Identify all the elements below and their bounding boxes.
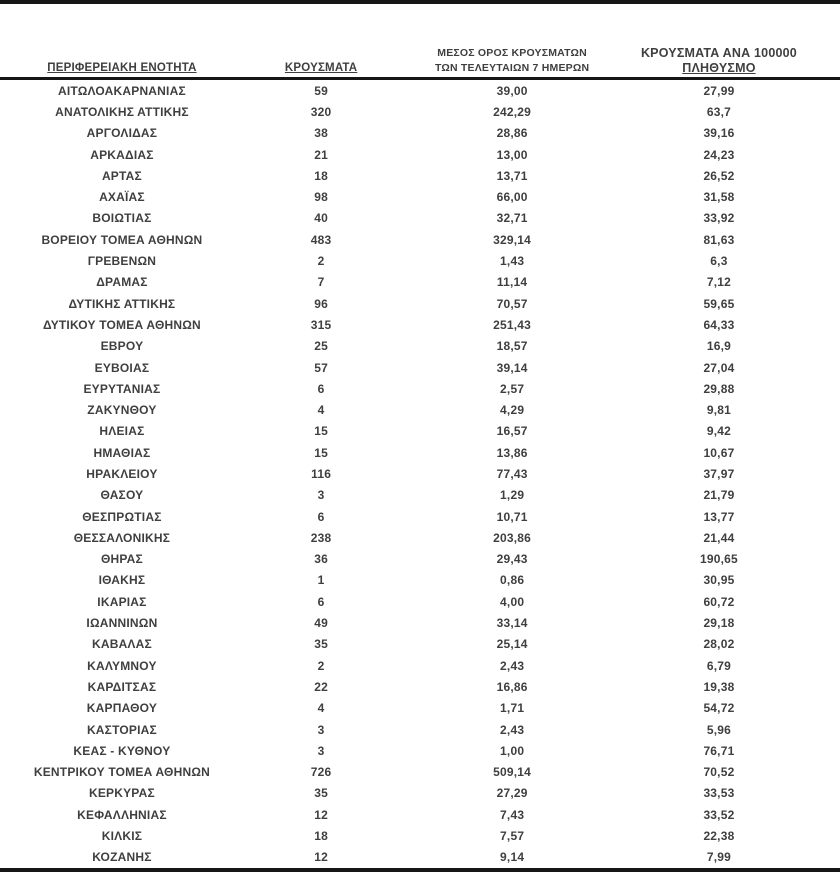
avg-7day-cell: 18,57 [496,339,528,354]
region-cell: ΑΡΤΑΣ [101,168,142,183]
column-header-regional-unit: ΠΕΡΙΦΕΡΕΙΑΚΗ ΕΝΟΤΗΤΑ [47,62,197,74]
region-cell: ΘΕΣΠΡΩΤΙΑΣ [82,509,162,524]
cases-cell: 15 [314,445,328,460]
per-100k-cell: 6,3 [710,254,728,269]
cases-cell: 57 [314,360,328,375]
avg-7day-cell: 329,14 [493,232,532,247]
region-cell: ΚΑΡΔΙΤΣΑΣ [87,679,157,694]
per-100k-cell: 29,88 [703,381,735,396]
cases-cell: 238 [310,530,332,545]
cases-cell: 49 [314,616,328,631]
table-row [0,783,840,804]
table-row [0,293,840,314]
region-cell: ΑΝΑΤΟΛΙΚΗΣ ΑΤΤΙΚΗΣ [55,104,189,119]
table-row [0,357,840,378]
per-100k-cell: 31,58 [703,190,735,205]
avg-7day-cell: 1,00 [500,743,525,758]
cases-by-regional-unit-table [0,30,840,872]
region-cell: ΗΡΑΚΛΕΙΟΥ [86,466,158,481]
table-header [0,30,840,79]
column-header-per-100k-line1: ΚΡΟΥΣΜΑΤΑ ΑΝΑ 100000 [640,46,797,60]
cases-cell: 4 [317,403,325,418]
avg-7day-cell: 39,00 [496,83,528,98]
region-cell: ΚΕΡΚΥΡΑΣ [88,786,155,801]
region-cell: ΑΡΚΑΔΙΑΣ [90,147,154,162]
avg-7day-cell: 242,29 [493,104,532,119]
table-row [0,250,840,271]
per-100k-cell: 70,52 [703,765,735,780]
avg-7day-cell: 16,57 [496,424,528,439]
table-row [0,272,840,293]
table-row [0,825,840,846]
avg-7day-cell: 10,71 [496,509,528,524]
avg-7day-cell: 7,57 [500,829,525,844]
per-100k-cell: 13,77 [703,509,735,524]
cases-cell: 18 [314,168,328,183]
avg-7day-cell: 4,29 [500,403,525,418]
cases-cell: 6 [317,594,325,609]
avg-7day-cell: 2,57 [500,381,525,396]
table-row [0,186,840,207]
cases-cell: 22 [314,679,328,694]
region-cell: ΙΚΑΡΙΑΣ [97,594,147,609]
avg-7day-cell: 33,14 [496,616,528,631]
table-row [0,485,840,506]
cases-cell: 2 [317,658,325,673]
per-100k-cell: 76,71 [703,743,735,758]
per-100k-cell: 21,79 [703,488,735,503]
table-row [0,101,840,122]
region-cell: ΗΛΕΙΑΣ [99,424,145,439]
per-100k-cell: 60,72 [703,594,735,609]
cases-cell: 96 [314,296,328,311]
table-row [0,719,840,740]
per-100k-cell: 33,53 [703,786,735,801]
cases-cell: 315 [310,317,332,332]
column-header-cases: ΚΡΟΥΣΜΑΤΑ [284,62,358,74]
cases-cell: 483 [310,232,332,247]
cases-cell: 40 [314,211,328,226]
region-cell: ΕΥΒΟΙΑΣ [94,360,150,375]
per-100k-cell: 21,44 [703,530,735,545]
avg-7day-cell: 509,14 [493,765,532,780]
region-cell: ΒΟΡΕΙΟΥ ΤΟΜΕΑ ΑΘΗΝΩΝ [41,232,203,247]
region-cell: ΚΑΒΑΛΑΣ [91,637,152,652]
region-cell: ΙΩΑΝΝΙΝΩΝ [86,616,158,631]
region-cell: ΔΥΤΙΚΗΣ ΑΤΤΙΚΗΣ [68,296,176,311]
region-cell: ΚΕΑΣ - ΚΥΘΝΟΥ [73,743,171,758]
table-row [0,336,840,357]
table-row [0,144,840,165]
cases-cell: 38 [314,126,328,141]
avg-7day-cell: 29,43 [496,552,528,567]
cases-cell: 12 [244,847,398,870]
column-header-per-100k-line2: ΠΛΗΘΥΣΜΟ [682,61,756,75]
table-row [0,549,840,570]
avg-7day-cell: 4,00 [500,594,525,609]
per-100k-cell: 54,72 [703,701,735,716]
cases-cell: 36 [314,552,328,567]
region-cell: ΚΟΖΑΝΗΣ [0,847,244,870]
avg-7day-cell: 251,43 [493,317,532,332]
avg-7day-cell: 1,29 [500,488,525,503]
per-100k-cell: 7,99 [626,847,840,870]
cases-cell: 98 [314,190,328,205]
per-100k-cell: 9,42 [706,424,732,439]
avg-7day-cell: 203,86 [493,530,532,545]
cases-cell: 1 [317,573,325,588]
per-100k-cell: 63,7 [706,104,732,119]
cases-cell: 726 [310,765,332,780]
region-cell: ΒΟΙΩΤΙΑΣ [92,211,152,226]
avg-7day-cell: 77,43 [496,466,528,481]
avg-7day-cell: 7,43 [500,807,525,822]
avg-7day-cell: 0,86 [500,573,525,588]
per-100k-cell: 81,63 [703,232,735,247]
per-100k-cell: 29,18 [703,616,735,631]
table-row [0,740,840,761]
cases-cell: 35 [314,637,328,652]
region-cell: ΑΙΤΩΛΟΑΚΑΡΝΑΝΙΑΣ [58,83,186,98]
region-cell: ΑΧΑΪΑΣ [99,190,145,205]
avg-7day-cell: 13,86 [496,445,528,460]
table-row [0,79,840,102]
region-cell: ΑΡΓΟΛΙΔΑΣ [86,126,158,141]
table-row [0,399,840,420]
table-row [0,762,840,783]
per-100k-cell: 5,96 [706,722,732,737]
region-cell: ΚΑΡΠΑΘΟΥ [86,701,158,716]
table-row [0,314,840,335]
table-row [0,123,840,144]
table-row [0,165,840,186]
per-100k-cell: 24,23 [703,147,735,162]
table-row [0,208,840,229]
table-row [0,634,840,655]
avg-7day-cell: 39,14 [496,360,528,375]
region-cell: ΘΑΣΟΥ [100,488,144,503]
table-row [0,463,840,484]
table-row [0,570,840,591]
avg-7day-cell: 1,43 [500,254,525,269]
per-100k-cell: 7,12 [706,275,732,290]
per-100k-cell: 33,52 [703,807,735,822]
cases-cell: 7 [317,275,325,290]
avg-7day-cell: 32,71 [496,211,528,226]
cases-cell: 12 [314,807,328,822]
cases-cell: 320 [310,104,332,119]
region-cell: ΗΜΑΘΙΑΣ [93,445,151,460]
avg-7day-cell: 28,86 [496,126,528,141]
cases-cell: 4 [317,701,325,716]
column-header-avg-7day-line2: ΤΩΝ ΤΕΛΕΥΤΑΙΩΝ 7 ΗΜΕΡΩΝ [434,62,590,74]
table-row [0,847,840,870]
region-cell: ΚΕΝΤΡΙΚΟΥ ΤΟΜΕΑ ΑΘΗΝΩΝ [33,765,211,780]
region-cell: ΕΥΡΥΤΑΝΙΑΣ [83,381,161,396]
per-100k-cell: 10,67 [703,445,735,460]
avg-7day-cell: 13,71 [496,168,528,183]
cases-cell: 59 [314,83,328,98]
table-row [0,804,840,825]
avg-7day-cell: 1,71 [500,701,525,716]
table-row [0,527,840,548]
top-border-rule [0,0,840,4]
table-row [0,676,840,697]
per-100k-cell: 190,65 [700,552,738,567]
avg-7day-cell: 66,00 [496,190,528,205]
cases-cell: 21 [314,147,328,162]
cases-cell: 3 [317,488,325,503]
region-cell: ΚΑΣΤΟΡΙΑΣ [86,722,157,737]
avg-7day-cell: 13,00 [496,147,528,162]
header-row [0,30,840,79]
table-row [0,591,840,612]
table-body [0,79,840,870]
table-row [0,506,840,527]
region-cell: ΚΕΦΑΛΛΗΝΙΑΣ [77,807,167,822]
cases-cell: 35 [314,786,328,801]
region-cell: ΔΡΑΜΑΣ [96,275,148,290]
avg-7day-cell: 70,57 [496,296,528,311]
per-100k-cell: 22,38 [703,829,735,844]
avg-7day-cell: 11,14 [496,275,528,290]
cases-cell: 15 [314,424,328,439]
region-cell: ΕΒΡΟΥ [100,339,144,354]
per-100k-cell: 27,99 [703,83,735,98]
region-cell: ΖΑΚΥΝΘΟΥ [87,403,157,418]
region-cell: ΚΙΛΚΙΣ [101,829,143,844]
avg-7day-cell: 25,14 [496,637,528,652]
avg-7day-cell: 9,14 [398,847,626,870]
cases-cell: 116 [311,466,332,481]
region-cell: ΚΑΛΥΜΝΟΥ [87,658,157,673]
avg-7day-cell: 2,43 [500,722,525,737]
cases-cell: 3 [317,743,325,758]
per-100k-cell: 27,04 [703,360,735,375]
per-100k-cell: 59,65 [703,296,735,311]
cases-cell: 25 [314,339,328,354]
per-100k-cell: 26,52 [703,168,735,183]
per-100k-cell: 39,16 [703,126,735,141]
per-100k-cell: 30,95 [703,573,735,588]
per-100k-cell: 16,9 [706,339,732,354]
per-100k-cell: 6,79 [706,658,732,673]
region-cell: ΔΥΤΙΚΟΥ ΤΟΜΕΑ ΑΘΗΝΩΝ [42,317,201,332]
cases-cell: 6 [317,381,325,396]
region-cell: ΘΗΡΑΣ [100,552,143,567]
cases-cell: 6 [317,509,325,524]
cases-cell: 2 [317,254,325,269]
region-cell: ΓΡΕΒΕΝΩΝ [87,254,157,269]
avg-7day-cell: 27,29 [496,786,528,801]
table-row [0,612,840,633]
table-row [0,229,840,250]
region-cell: ΘΕΣΣΑΛΟΝΙΚΗΣ [73,530,171,545]
per-100k-cell: 28,02 [703,637,735,652]
region-cell: ΙΘΑΚΗΣ [98,573,146,588]
per-100k-cell: 33,92 [703,211,735,226]
avg-7day-cell: 2,43 [500,658,525,673]
avg-7day-cell: 16,86 [496,679,528,694]
table-row [0,655,840,676]
per-100k-cell: 19,38 [703,679,735,694]
column-header-avg-7day-line1: ΜΕΣΟΣ ΟΡΟΣ ΚΡΟΥΣΜΑΤΩΝ [437,47,587,59]
table-row [0,378,840,399]
cases-cell: 18 [314,829,328,844]
table-row [0,421,840,442]
table-row [0,442,840,463]
cases-cell: 3 [317,722,325,737]
per-100k-cell: 64,33 [703,317,735,332]
per-100k-cell: 9,81 [706,403,732,418]
per-100k-cell: 37,97 [703,466,735,481]
table-row [0,698,840,719]
